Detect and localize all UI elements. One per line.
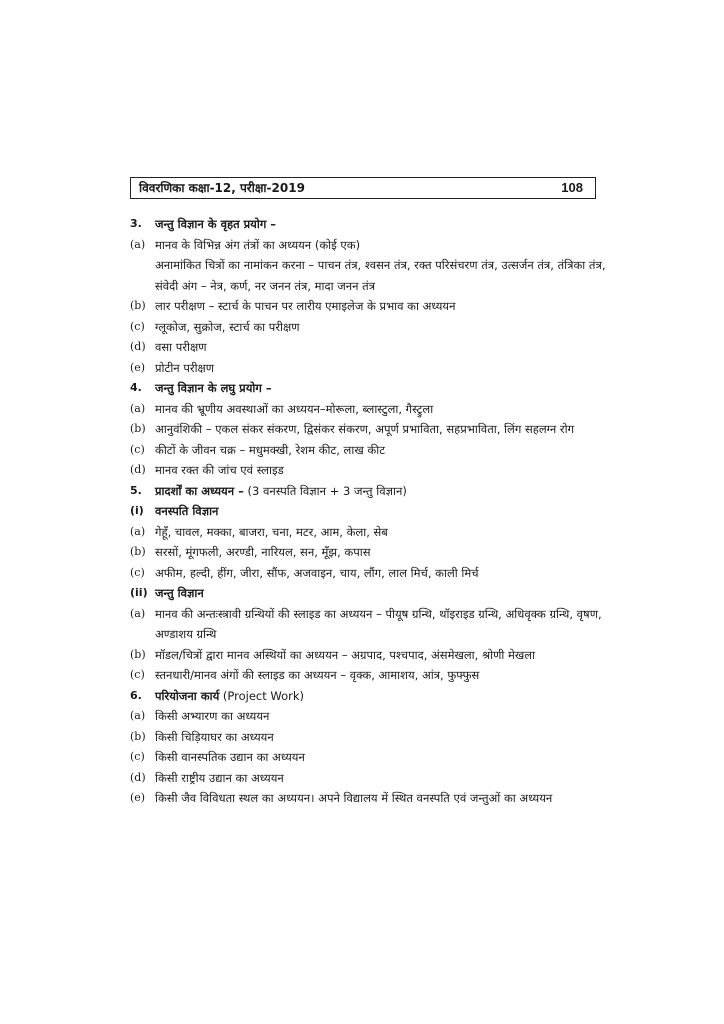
item-text: मानव के विभिन्न अंग तंत्रों का अध्ययन (कोई एक) <box>155 237 361 252</box>
item-suffix: (3 वनस्पति विज्ञान + 3 जन्तु विज्ञान) <box>243 483 407 498</box>
item-text: सरसों, मूंगफली, अरण्डी, नारियल, सन, मूँझ, कपास <box>155 545 371 559</box>
item-marker: (a) <box>130 709 146 722</box>
item-text: कीटों के जीवन चक्र – मधुमक्खी, रेशम कीट, लाख कीट <box>155 442 386 457</box>
list-item <box>130 563 610 584</box>
list-item <box>130 706 610 727</box>
item-marker: (b) <box>130 647 146 661</box>
list-item <box>130 460 610 481</box>
list-item <box>130 522 610 543</box>
item-marker: 5. <box>130 483 142 497</box>
list-item <box>130 317 610 338</box>
item-text: किसी अभ्यारण का अध्ययन <box>155 709 270 723</box>
list-item <box>130 419 610 440</box>
item-text: जन्तु विज्ञान के लघु प्रयोग – <box>155 381 272 395</box>
header-title: विवरणिका कक्षा-12, परीक्षा-2019 <box>139 181 305 195</box>
item-marker: (b) <box>130 729 146 743</box>
item-text: किसी वानस्पतिक उद्यान का अध्ययन <box>155 750 305 764</box>
page-number: 108 <box>561 180 583 195</box>
item-suffix: (Project Work) <box>219 688 305 703</box>
item-marker: (b) <box>130 299 146 312</box>
item-marker: (c) <box>130 319 145 333</box>
item-text: स्तनधारी/मानव अंगों की स्लाइड का अध्ययन – वृक्क, आमाशय, आंत्र, फुफ्फुस <box>155 668 480 682</box>
list-item <box>130 788 610 809</box>
section-heading <box>130 686 610 707</box>
list-item <box>130 727 610 748</box>
item-marker: (c) <box>130 565 145 579</box>
page-header <box>130 177 596 199</box>
item-marker: 6. <box>130 688 142 702</box>
list-item <box>130 255 610 296</box>
section-heading <box>130 501 610 522</box>
item-marker: (e) <box>130 360 146 374</box>
item-text: किसी जैव विविधता स्थल का अध्ययन। अपने विद्यालय में स्थित वनस्पति एवं जन्तुओं का अध्ययन <box>155 791 553 805</box>
list-item <box>130 358 610 379</box>
list-item <box>130 645 610 666</box>
item-marker: 4. <box>130 381 142 394</box>
item-text: मानव की भ्रूणीय अवस्थाओं का अध्ययन–मोरूला, ब्लास्टुला, गैस्ट्रुला <box>155 401 434 416</box>
item-text: मानव की अन्तःस्त्रावी ग्रन्थियों की स्लाइड का अध्ययन – पीयूष ग्रन्थि, थॉइराइड ग्रन्थि, अधिवृक्क ग्रन्थि, वृषण, अण्डाशय ग्रन्थि <box>155 606 602 641</box>
item-marker: (c) <box>130 442 145 456</box>
item-marker: (a) <box>130 237 146 251</box>
list-item <box>130 542 610 563</box>
item-text: मानव रक्त की जांच एवं स्लाइड <box>155 463 284 477</box>
item-text: जन्तु विज्ञान के वृहत प्रयोग – <box>155 217 277 231</box>
item-marker: (a) <box>130 606 146 620</box>
list-item <box>130 337 610 358</box>
item-marker: (e) <box>130 791 146 804</box>
list-item <box>130 604 610 645</box>
item-marker: (b) <box>130 422 146 435</box>
item-text: जन्तु विज्ञान <box>155 586 204 600</box>
item-text: परियोजना कार्य <box>155 688 220 703</box>
list-item <box>130 399 610 420</box>
item-marker: (d) <box>130 770 146 784</box>
list-item <box>130 296 610 317</box>
item-text: आनुवंशिकी – एकल संकर संकरण, द्विसंकर संकरण, अपूर्ण प्रभाविता, सहप्रभाविता, लिंग सहलग्न रोग <box>155 422 575 436</box>
item-text: अनामांकित चित्रों का नामांकन करना – पाचन तंत्र, श्वसन तंत्र, रक्त परिसंचरण तंत्र, उत्सर्जन तंत्र, तंत्रिका तंत्र, संवेदी अंग – नेत्र, कर्ण, नर जनन तंत्र, मादा जनन तंत्र <box>155 258 606 293</box>
list-item <box>130 768 610 789</box>
item-text: ग्लूकोज, सुक्रोज, स्टार्च का परीक्षण <box>155 319 300 334</box>
list-item <box>130 235 610 256</box>
item-marker: (i) <box>130 504 144 517</box>
item-text: किसी राष्ट्रीय उद्यान का अध्ययन <box>155 770 284 785</box>
section-heading <box>130 378 610 399</box>
list-item <box>130 665 610 686</box>
item-text: अफीम, हल्दी, हींग, जीरा, सौंफ, अजवाइन, चाय, लौंग, लाल मिर्च, काली मिर्च <box>155 565 479 580</box>
item-marker: (b) <box>130 545 146 558</box>
item-marker: (c) <box>130 668 145 681</box>
syllabus-content <box>130 214 610 809</box>
item-text: मॉडल/चित्रों द्वारा मानव अस्थियों का अध्ययन – अग्रपाद, पश्चपाद, अंसमेखला, श्रोणी मेखला <box>155 647 536 662</box>
list-item <box>130 747 610 768</box>
item-marker: (c) <box>130 750 145 763</box>
item-marker: 3. <box>130 217 142 230</box>
item-text: वनस्पति विज्ञान <box>155 504 219 518</box>
item-text: गेहूँ, चावल, मक्का, बाजरा, चना, मटर, आम, केला, सेब <box>155 524 388 539</box>
item-text: वसा परीक्षण <box>155 340 207 354</box>
item-marker: (d) <box>130 463 146 476</box>
section-heading <box>130 481 610 502</box>
item-marker: (ii) <box>130 586 148 599</box>
item-marker: (d) <box>130 340 146 353</box>
item-text: प्रोटीन परीक्षण <box>155 360 215 375</box>
item-marker: (a) <box>130 524 146 538</box>
section-heading <box>130 583 610 604</box>
item-marker: (a) <box>130 401 146 415</box>
list-item <box>130 440 610 461</box>
item-text: प्रादर्शों का अध्ययन – <box>155 483 244 498</box>
item-text: किसी चिड़ियाघर का अध्ययन <box>155 729 274 744</box>
section-heading <box>130 214 610 235</box>
item-text: लार परीक्षण – स्टार्च के पाचन पर लारीय एमाइलेज के प्रभाव का अध्ययन <box>155 299 456 313</box>
